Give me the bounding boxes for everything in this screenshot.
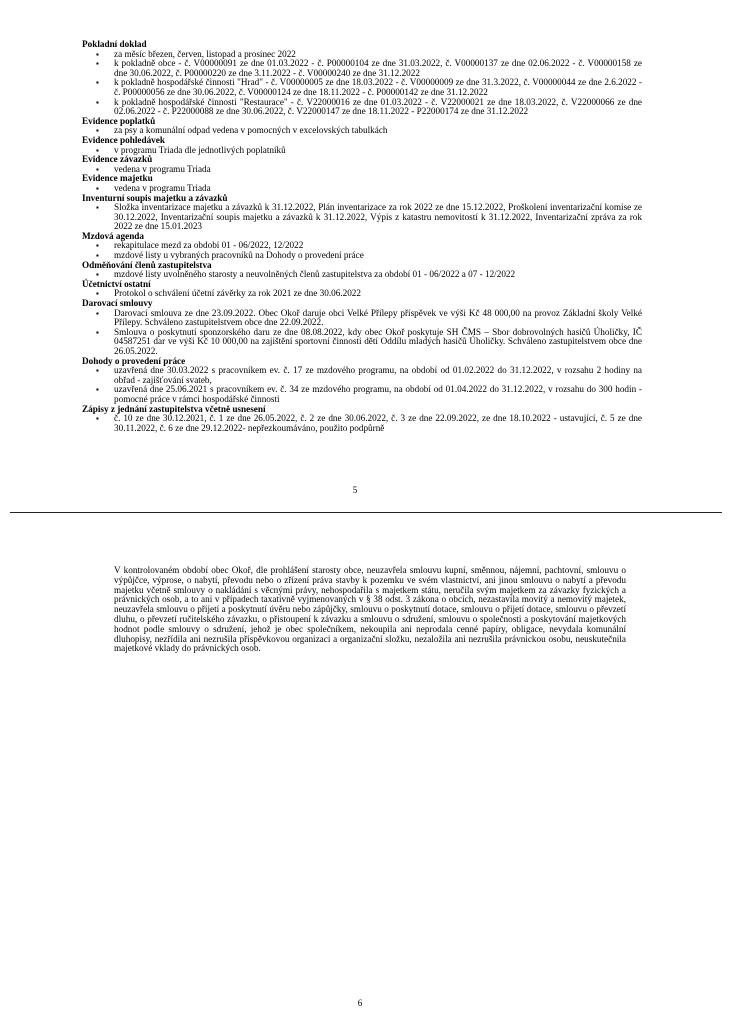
page-number: 5 <box>352 485 358 495</box>
list-item: ▪ vedena v programu Triada <box>82 165 642 175</box>
section-items <box>82 289 642 299</box>
section-title: Účetnictví ostatní <box>82 278 151 289</box>
document-section <box>82 405 642 434</box>
list-item: ▪ rekapitulace mezd za období 01 - 06/2022, 12/2022 <box>82 241 642 251</box>
list-item: ▪ za měsíc březen, červen, listopad a prosinec 2022 <box>82 50 642 60</box>
document-section <box>82 232 642 261</box>
section-title: Zápisy z jednání zastupitelstva včetně usnesení <box>82 403 266 414</box>
list-item: ▪ mzdové listy u vybraných pracovníků na Dohody o provedení práce <box>82 251 642 261</box>
list-item: ▪ uzavřená dne 25.06.2021 s pracovníkem ev. č. 34 ze mzdového programu, na období od 01.04.2022 do 31.12.2022, v rozsahu do 300 hodin - pomocné práce v rámci hospodářské činnosti <box>82 385 642 404</box>
section-title: Evidence závazků <box>82 154 153 165</box>
document-section <box>82 136 642 155</box>
section-title: Inventurní soupis majetku a závazků <box>82 192 228 203</box>
list-item: ▪ vedena v programu Triada <box>82 184 642 194</box>
inspected-documents-list <box>82 40 642 433</box>
section-items <box>82 241 642 260</box>
list-item: ▪ Smlouva o poskytnutí sponzorského daru ze dne 08.08.2022, kdy obec Okoř poskytuje SH ČMS – Sbor dobrovolných hasičů Úholičky, IČ 04587251 dar ve výši Kč 10 000,00 na zajištění sportovní činnosti dětí Oddílu mladých hasičů Úholičky. Schváleno zastupitelstvem obce dne 26.05.2022. <box>82 328 642 357</box>
section-items <box>82 184 642 194</box>
list-item: ▪ Protokol o schválení účetní závěrky za rok 2021 ze dne 30.06.2022 <box>82 289 642 299</box>
declaration-paragraph: V kontrolovaném období obec Okoř, dle prohlášení starosty obce, neuzavřela smlouvu kupní, směnnou, nájemní, pachtovní, smlouvu o výpůjčce, výprose, o nabytí, převodu nebo o zřízení práva stavby k pozemku ve svém vlastnictví, ani jinou smlouvu o nabytí a převodu majetku včetně smlouvy o nakládání s věcnými právy, nehospodařila s majetkem státu, neručila svým majetkem za závazky fyzických a právnických osob, a to ani v případech taxativně vyjmenovaných v § 38 odst. 3 zákona o obcích, nezastavila movitý a nemovitý majetek, neuzavřela smlouvu o přijetí a poskytnutí úvěru nebo zápůjčky, smlouvu o poskytnutí dotace, smlouvu o přijetí dotace, smlouvu o převzetí dluhu, o převzetí ručitelského závazku, o přistoupení k závazku a smlouvu o sdružení, smlouvu o společnosti a poskytování majetkových hodnot podle smlouvy o sdružení, jehož je obec společníkem, nekoupila ani neprodala cenné papíry, obligace, nevydala komunální dluhopisy, nezřídila ani nezrušila příspěvkovou organizaci a organizační složku, nezaložila ani nezrušila právnickou osobu, neuskutečnila majetkové vklady do právnických osob. <box>114 565 626 654</box>
list-item: ▪ uzavřená dne 30.03.2022 s pracovníkem ev. č. 17 ze mzdového programu, na období od 01.02.2022 do 31.12.2022, v rozsahu 2 hodiny na obřad - zajišťování svateb, <box>82 366 642 385</box>
list-item: ▪ Složka inventarizace majetku a závazků k 31.12.2022, Plán inventarizace za rok 2022 ze dne 15.12.2022, Proškolení inventarizační komise ze 30.12.2022, Inventarizační soupis majetku a závazků k 31.12.2022, Výpis z katastru nemovitostí k 31.12.2022, Inventarizační zpráva za rok 2022 ze dne 15.01.2023 <box>82 203 642 232</box>
list-item: ▪ v programu Triada dle jednotlivých poplatníků <box>82 146 642 156</box>
document-section <box>82 261 642 280</box>
section-title: Dohody o provedení práce <box>82 355 186 366</box>
document-section <box>82 357 642 405</box>
section-items <box>82 50 642 117</box>
section-items <box>82 366 642 404</box>
section-items <box>82 414 642 433</box>
section-title: Evidence pohledávek <box>82 134 165 145</box>
section-items <box>82 165 642 175</box>
document-section <box>82 280 642 299</box>
list-item: ▪ k pokladně obce - č. V00000091 ze dne 01.03.2022 - č. P00000104 ze dne 31.03.2022, č. V00000137 ze dne 02.06.2022 - č. V00000158 ze dne 30.06.2022, č. P00000220 ze dne 3.11.2022 - č. V00000240 ze dne 31.12.2022 <box>82 59 642 78</box>
section-items <box>82 126 642 136</box>
section-items <box>82 203 642 232</box>
section-items <box>82 146 642 156</box>
list-item: ▪ za psy a komunální odpad vedena v pomocných v excelovských tabulkách <box>82 126 642 136</box>
document-section <box>82 174 642 193</box>
section-items <box>82 309 642 357</box>
list-item: ▪ Darovací smlouva ze dne 23.09.2022. Obec Okoř daruje obci Velké Přílepy příspěvek ve výši Kč 48 000,00 na provoz Základní školy Velké Přílepy. Schváleno zastupitelstvem obce dne 22.09.2022. <box>82 309 642 328</box>
section-title: Pokladní doklad <box>82 39 147 49</box>
document-section <box>82 155 642 174</box>
section-title: Darovací smlouvy <box>82 298 153 309</box>
list-item: ▪ č. 10 ze dne 30.12.2021, č. 1 ze dne 26.05.2022, č. 2 ze dne 30.06.2022, č. 3 ze dne 22.09.2022, ze dne 18.10.2022 - ustavující, č. 5 ze dne 30.11.2022, č. 6 ze dne 29.12.2022- nepřezkoumáváno, použito podpůrně <box>82 414 642 433</box>
list-item: ▪ mzdové listy uvolněného starosty a neuvolněných členů zastupitelstva za období 01 - 06/2022 a 07 - 12/2022 <box>82 270 642 280</box>
section-items <box>82 270 642 280</box>
list-item: ▪ k pokladně hospodářské činnosti "Hrad" - č. V00000005 ze dne 18.03.2022 - č. V00000009 ze dne 31.3.2022, č. V00000044 ze dne 2.6.2022 - č. P00000056 ze dne 30.06.2022, č. V00000124 ze dne 18.11.2022 - č. P00000142 ze dne 31.12.2022 <box>82 78 642 97</box>
page-divider <box>10 512 722 513</box>
document-section <box>82 40 642 117</box>
section-title: Odměňování členů zastupitelstva <box>82 259 212 270</box>
section-title: Mzdová agenda <box>82 230 145 241</box>
section-title: Evidence majetku <box>82 173 153 184</box>
document-section <box>82 194 642 232</box>
page-number: 6 <box>357 998 363 1008</box>
list-item: ▪ k pokladně hospodářské činnosti "Restaurace" - č. V22000016 ze dne 01.03.2022 - č. V22000021 ze dne 18.03.2022, č. V22000066 ze dne 02.06.2022 - č. P22000088 ze dne 30.06.2022, č. V22000147 ze dne 18.11.2022 - P22000174 ze dne 31.12.2022 <box>82 98 642 117</box>
document-section <box>82 117 642 136</box>
document-section <box>82 299 642 357</box>
section-title: Evidence poplatků <box>82 115 156 126</box>
